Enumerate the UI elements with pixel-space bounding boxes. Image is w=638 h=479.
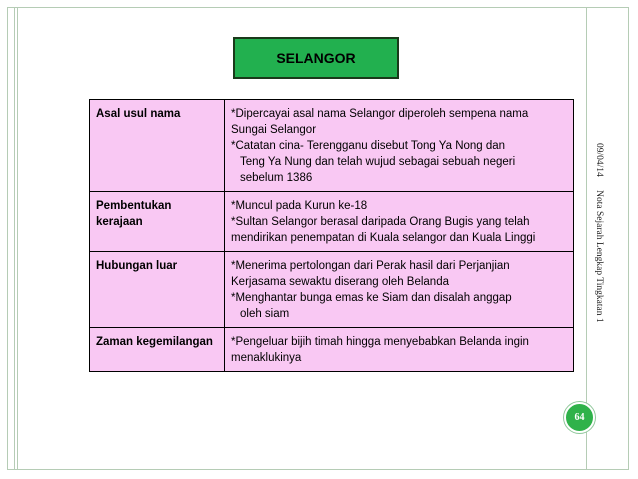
content-line: Sungai Selangor (231, 124, 317, 136)
content-line: menaklukinya (231, 352, 302, 364)
content-line: Teng Ya Nung dan telah wujud sebagai sebuah negeri (240, 156, 516, 168)
right-rule (586, 7, 587, 470)
content-line: *Menghantar bunga emas ke Siam dan disalah anggap (231, 292, 512, 304)
table-row (90, 328, 574, 372)
sidebar-course: Nota Sejarah Lengkap Tingkatan 1 (594, 190, 604, 323)
row-label: Pembentukan kerajaan (90, 192, 225, 252)
sidebar-text (594, 143, 604, 323)
content-line: oleh siam (240, 308, 290, 320)
content-line: Kerjasama sewaktu diserang oleh Belanda (231, 276, 449, 288)
content-line: *Menerima pertolongan dari Perak hasil dari Perjanjian (231, 260, 510, 272)
content-line: *Dipercayai asal nama Selangor diperoleh sempena nama (231, 108, 529, 120)
content-line: *Muncul pada Kurun ke-18 (231, 200, 368, 212)
content-line: sebelum 1386 (240, 172, 313, 184)
content-line: mendirikan penempatan di Kuala selangor dan Kuala Linggi (231, 232, 536, 244)
row-content (225, 192, 574, 252)
table-row (90, 252, 574, 328)
row-content (225, 328, 574, 372)
row-content (225, 252, 574, 328)
info-table (89, 99, 574, 372)
content-line: *Catatan cina- Terengganu disebut Tong Ya Nong dan (231, 140, 506, 152)
content-line: *Pengeluar bijih timah hingga menyebabkan Belanda ingin (231, 336, 529, 348)
sidebar-date: 09/04/14 (594, 143, 604, 177)
row-label: Asal usul nama (90, 100, 225, 192)
page-title: SELANGOR (233, 37, 399, 79)
table-row (90, 100, 574, 192)
page-number-badge: 64 (564, 402, 595, 433)
content-line: *Sultan Selangor berasal daripada Orang Bugis yang telah (231, 216, 530, 228)
row-label: Zaman kegemilangan (90, 328, 225, 372)
row-content (225, 100, 574, 192)
row-label: Hubungan luar (90, 252, 225, 328)
left-rule (14, 7, 18, 470)
table-row (90, 192, 574, 252)
